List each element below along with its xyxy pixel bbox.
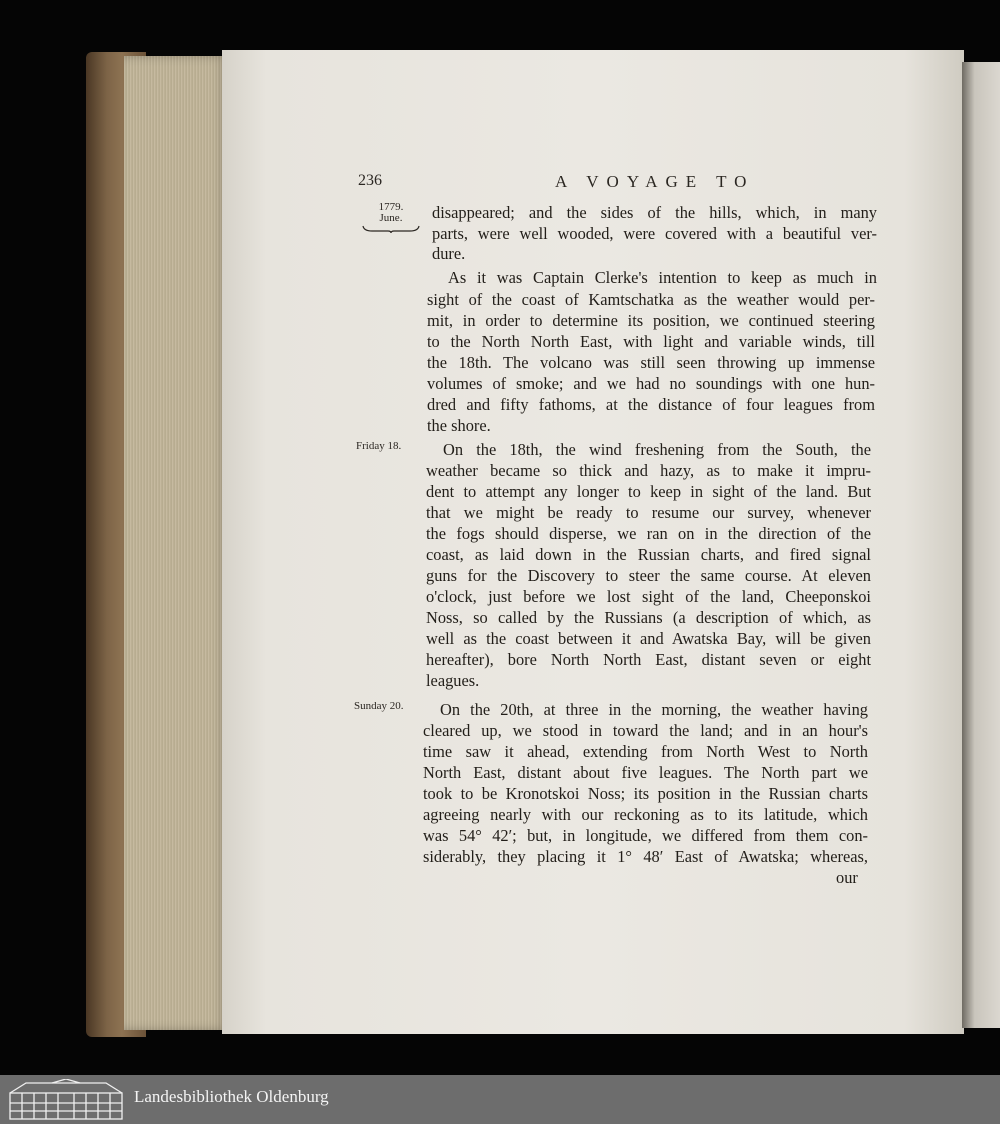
footer-bar — [0, 1075, 1000, 1124]
text-line: North East, distant about five leagues. The North part we — [423, 763, 868, 782]
text-line: cleared up, we stood in toward the land; and in an hour's — [423, 721, 868, 740]
facing-page-edge — [962, 62, 1000, 1028]
side-note-friday: Friday 18. — [356, 440, 402, 452]
margin-date — [368, 202, 414, 224]
text-line: guns for the Discovery to steer the same course. At eleven — [426, 566, 871, 585]
text-line: hereafter), bore North North East, distant seven or eight — [426, 650, 871, 669]
text-line: time saw it ahead, extending from North West to North — [423, 742, 868, 761]
text-line: that we might be ready to resume our survey, whenever — [426, 503, 871, 522]
page-edges — [124, 56, 228, 1030]
text-line: was 54° 42′; but, in longitude, we differed from them con- — [423, 826, 868, 845]
text-line: volumes of smoke; and we had no soundings with one hun- — [427, 374, 875, 393]
text-line: the 18th. The volcano was still seen throwing up immense — [427, 353, 875, 372]
margin-month: June. — [379, 212, 403, 224]
text-line: On the 18th, the wind freshening from the South, the — [443, 440, 871, 459]
text-line: dent to attempt any longer to keep in sight of the land. But — [426, 482, 871, 501]
text-line: parts, were well wooded, were covered with a beautiful ver- — [432, 224, 877, 243]
text-line: the fogs should disperse, we ran on in the direction of the — [426, 524, 871, 543]
text-line: On the 20th, at three in the morning, the weather having — [440, 700, 868, 719]
text-line: coast, as laid down in the Russian charts, and fired signal — [426, 545, 871, 564]
text-line: siderably, they placing it 1° 48′ East of Awatska; whereas, — [423, 847, 868, 866]
text-line: dred and fifty fathoms, at the distance of four leagues from — [427, 395, 875, 414]
brace-mark — [362, 225, 420, 233]
text-line: weather became so thick and hazy, as to make it impru- — [426, 461, 871, 480]
text-line: Noss, so called by the Russians (a description of which, as — [426, 608, 871, 627]
library-building-icon — [8, 1079, 124, 1121]
text-line: dure. — [432, 244, 466, 263]
text-line: leagues. — [426, 671, 480, 690]
margin-year: 1779. — [378, 201, 404, 213]
text-line: the shore. — [427, 416, 491, 435]
text-line: mit, in order to determine its position, we continued steering — [427, 311, 875, 330]
text-line: sight of the coast of Kamtschatka as the weather would per- — [427, 290, 875, 309]
running-head: A VOYAGE TO — [555, 172, 755, 191]
side-note-sunday: Sunday 20. — [354, 700, 404, 712]
text-line: agreeing nearly with our reckoning as to its latitude, which — [423, 805, 868, 824]
text-line: to the North North East, with light and variable winds, till — [427, 332, 875, 351]
text-line: our — [836, 868, 858, 887]
text-line: took to be Kronotskoi Noss; its position in the Russian charts — [423, 784, 868, 803]
text-line: As it was Captain Clerke's intention to keep as much in — [448, 268, 877, 287]
text-line: disappeared; and the sides of the hills, which, in many — [432, 203, 877, 222]
text-line: well as the coast between it and Awatska Bay, will be given — [426, 629, 871, 648]
library-name: Landesbibliothek Oldenburg — [134, 1087, 329, 1106]
text-line: o'clock, just before we lost sight of the land, Cheeponskoi — [426, 587, 871, 606]
page-number: 236 — [358, 172, 382, 189]
